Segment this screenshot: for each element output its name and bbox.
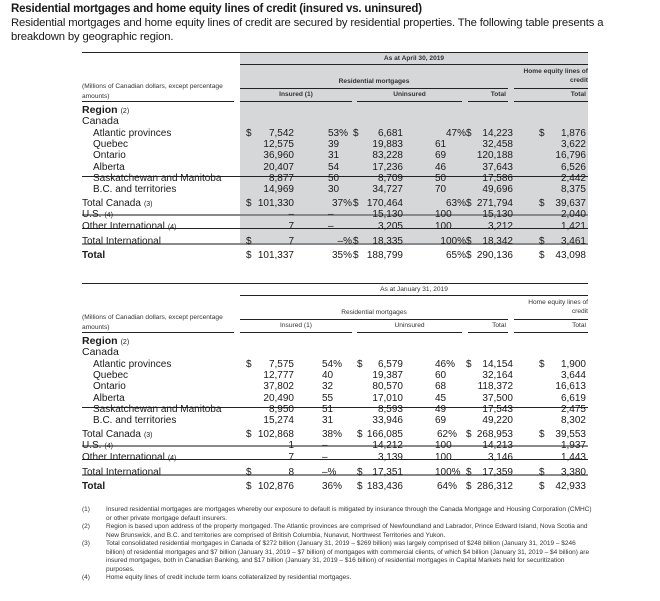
value-total: 290,136 <box>476 250 513 261</box>
col-rule-total <box>468 332 508 333</box>
row-label <box>82 452 176 463</box>
pct-uninsured: 100% <box>440 235 466 247</box>
footnote-marker: (1) <box>82 506 90 513</box>
units-header: (Millions of Canadian dollars, except percentage amounts) <box>82 314 223 331</box>
row-footnote-ref: (4) <box>167 223 177 231</box>
col-header-insured: Insured (1) <box>279 91 313 98</box>
pct-insured: – <box>328 220 334 232</box>
currency-heloc: $ <box>539 466 545 478</box>
value-insured: 8 <box>288 466 294 478</box>
col-rule-uninsured <box>357 101 462 102</box>
value-insured: 7 <box>288 451 294 463</box>
pct-insured: 51 <box>322 403 334 415</box>
col-header-uninsured: Uninsured <box>394 322 425 329</box>
row-label-text: Saskatchewan and Manitoba <box>93 403 222 415</box>
currency-heloc: $ <box>539 481 545 492</box>
period-rule <box>240 64 588 65</box>
region-footnote-ref: (2) <box>120 339 130 346</box>
pct-uninsured: 70 <box>435 184 447 195</box>
row-label <box>82 198 153 209</box>
value-heloc: 39,553 <box>555 429 586 441</box>
currency-insured: $ <box>246 429 252 441</box>
value-heloc: 16,796 <box>555 150 586 162</box>
value-uninsured: 170,464 <box>366 198 403 210</box>
group-rule-heloc <box>514 88 588 89</box>
units-rule <box>82 332 234 333</box>
row-label <box>82 481 108 492</box>
value-uninsured: 6,579 <box>377 359 403 370</box>
pct-insured: 53% <box>328 128 349 139</box>
value-uninsured: 15,130 <box>372 209 403 221</box>
pct-uninsured: 63% <box>445 198 466 210</box>
value-uninsured: 17,236 <box>372 161 403 173</box>
value-total: 17,586 <box>482 172 513 184</box>
value-uninsured: 6,681 <box>377 128 403 139</box>
value-total: 3,212 <box>487 220 513 232</box>
value-total: 37,643 <box>482 161 513 173</box>
value-heloc: 3,622 <box>560 139 586 151</box>
value-insured: 7 <box>288 220 294 232</box>
value-insured: 12,575 <box>263 139 294 151</box>
col-header-insured: Insured (1) <box>280 322 312 329</box>
currency-insured: $ <box>246 481 252 492</box>
row-footnote-ref: (4) <box>104 212 114 220</box>
value-insured: 8,877 <box>268 172 294 184</box>
group-rule-mortgages <box>240 88 508 89</box>
value-uninsured: 3,205 <box>377 220 403 232</box>
value-uninsured: 17,351 <box>372 466 403 478</box>
pct-uninsured: 46% <box>435 359 456 370</box>
row-label <box>93 128 174 139</box>
pct-insured: 40 <box>322 370 334 382</box>
value-total: 17,359 <box>482 466 513 478</box>
currency-insured: $ <box>246 359 252 370</box>
row-label-text: B.C. and territories <box>93 184 177 195</box>
period-header: As at January 31, 2019 <box>380 286 448 293</box>
value-uninsured: 8,593 <box>377 403 403 415</box>
currency-insured: $ <box>246 235 252 247</box>
row-label-text: Total <box>82 250 106 261</box>
row-label-text: Alberta <box>93 392 125 404</box>
row-label-text: U.S. <box>82 440 102 452</box>
currency-total: $ <box>466 429 472 441</box>
row-label <box>82 429 153 440</box>
col-header-uninsured: Uninsured <box>393 91 426 98</box>
value-insured: 102,868 <box>257 429 294 441</box>
col-rule-uninsured <box>357 332 462 333</box>
currency-uninsured: $ <box>353 198 359 210</box>
row-label-text: Saskatchewan and Manitoba <box>93 172 222 184</box>
row-footnote-ref: (3) <box>143 201 153 209</box>
value-insured: 36,960 <box>263 150 294 162</box>
currency-uninsured: $ <box>353 128 359 139</box>
row-label <box>93 359 174 370</box>
currency-insured: $ <box>246 466 252 478</box>
currency-heloc: $ <box>539 250 545 261</box>
row-label-text: Total International <box>82 235 161 247</box>
value-total: 17,543 <box>482 403 513 415</box>
group-rule-mortgages <box>240 319 508 320</box>
col-rule-insured <box>240 332 352 333</box>
pct-insured: – <box>322 440 328 452</box>
region-text: Region <box>82 335 118 347</box>
col-rule-heloc <box>514 332 588 333</box>
col-header-total: Total <box>492 322 506 329</box>
value-heloc: 8,302 <box>560 415 586 426</box>
value-uninsured: 19,883 <box>372 139 403 151</box>
col-header-heloc-total: Total <box>572 322 586 329</box>
table-january-2019 <box>82 283 588 503</box>
value-total: 3,146 <box>487 451 513 463</box>
pct-uninsured: 68 <box>435 381 447 393</box>
pct-uninsured: 49 <box>435 403 447 415</box>
value-insured: 15,274 <box>263 415 294 426</box>
currency-uninsured: $ <box>357 359 363 370</box>
pct-uninsured: 65% <box>445 250 466 261</box>
region-footnote-ref: (2) <box>120 108 130 115</box>
row-label <box>93 150 129 161</box>
value-insured: 101,337 <box>257 250 294 261</box>
value-heloc: 42,933 <box>555 481 586 492</box>
period-rule <box>240 295 588 296</box>
value-heloc: 1,443 <box>560 451 586 463</box>
currency-heloc: $ <box>539 429 545 441</box>
value-heloc: 1,937 <box>560 440 586 452</box>
value-heloc: 43,098 <box>555 250 586 261</box>
row-label <box>93 173 224 184</box>
value-insured: 1 <box>288 440 294 452</box>
row-label <box>82 236 164 247</box>
value-heloc: 8,375 <box>560 184 586 195</box>
pct-insured: – <box>322 451 328 463</box>
pct-uninsured: 100 <box>435 220 452 232</box>
value-total: 14,213 <box>482 440 513 452</box>
region-text: Region <box>82 104 118 116</box>
period-header: As at April 30, 2019 <box>383 55 445 62</box>
row-label-text: Alberta <box>93 161 125 173</box>
value-total: 18,342 <box>482 235 513 247</box>
value-insured: 37,802 <box>263 381 294 393</box>
value-total: 268,953 <box>476 429 513 441</box>
value-insured: 20,407 <box>263 161 294 173</box>
row-label <box>82 221 176 232</box>
currency-insured: $ <box>246 250 252 261</box>
pct-insured: –% <box>322 466 337 478</box>
pct-uninsured: 64% <box>436 481 457 492</box>
row-label <box>93 415 179 426</box>
value-heloc: 6,526 <box>560 161 586 173</box>
value-total: 286,312 <box>476 481 513 492</box>
value-heloc: 16,613 <box>555 381 586 393</box>
units-header: (Millions of Canadian dollars, except percentage amounts) <box>82 83 223 100</box>
currency-total: $ <box>466 481 472 492</box>
value-uninsured: 8,709 <box>377 172 403 184</box>
pct-insured: 35% <box>331 250 352 261</box>
value-uninsured: 188,799 <box>366 250 403 261</box>
value-uninsured: 19,387 <box>372 370 403 382</box>
pct-uninsured: 60 <box>435 370 447 382</box>
value-insured: 14,969 <box>263 184 294 195</box>
value-heloc: 3,644 <box>560 370 586 382</box>
row-label <box>82 209 113 220</box>
currency-total: $ <box>466 198 472 210</box>
group-header-heloc: Home equity lines of credit <box>523 68 588 84</box>
value-uninsured: 17,010 <box>372 392 403 404</box>
pct-uninsured: 100 <box>435 451 452 463</box>
pct-insured: 55 <box>322 392 334 404</box>
currency-insured: $ <box>246 198 252 210</box>
top-rule <box>82 52 588 53</box>
footnotes <box>82 506 592 598</box>
value-insured: – <box>288 209 294 221</box>
value-heloc: 2,475 <box>560 403 586 415</box>
value-heloc: 1,421 <box>560 220 586 232</box>
value-total: 49,220 <box>482 415 513 426</box>
row-label <box>93 381 129 392</box>
value-total: 49,696 <box>482 184 513 195</box>
footnote-text: Insured residential mortgages are mortgages whereby our exposure to default is mitigated by insurance through the Canada Mortgage and Housing Corporation (CMHC) or other private mortgage default insurers. <box>106 506 592 522</box>
value-heloc: 1,876 <box>560 128 586 139</box>
row-footnote-ref: (3) <box>143 432 153 440</box>
value-total: 118,372 <box>477 381 513 393</box>
footnote-text: Total consolidated residential mortgages in Canada of $272 billion (January 31, 2019 – $269 billion) was largely comprised of $248 billion (January 31, 2019 – $246 billion) of residential mortgages and $7 billion (January 31, 2019 – $7 billion) of mortgages with commercial clients, of which $4 billion (January 31, 2019 – $4 billion) are insured mortgages, both in Canadian Banking, and $17 billion (January 31, 2019 – $16 billion) of residential mortgages in Capital Markets held for securitization purposes. <box>106 540 590 573</box>
value-uninsured: 33,946 <box>372 415 403 426</box>
pct-uninsured: 100 <box>435 209 452 221</box>
currency-total: $ <box>466 235 472 247</box>
value-heloc: 39,637 <box>555 198 586 210</box>
currency-total: $ <box>466 250 472 261</box>
value-uninsured: 3,139 <box>377 451 403 463</box>
row-label-text: Ontario <box>93 150 126 162</box>
value-insured: 101,330 <box>257 198 294 210</box>
col-header-heloc-total: Total <box>570 91 586 98</box>
currency-heloc: $ <box>539 198 545 210</box>
row-label <box>82 250 108 261</box>
row-label-text: U.S. <box>82 209 102 221</box>
value-total: 14,154 <box>482 359 513 370</box>
row-label-text: Total Canada <box>82 198 141 210</box>
row-label-text: Quebec <box>93 370 129 382</box>
row-label-text: Ontario <box>93 381 126 393</box>
value-insured: 12,777 <box>263 370 294 382</box>
value-heloc: 3,461 <box>560 235 586 247</box>
footnote-text: Home equity lines of credit include term loans collateralized by residential mortgages. <box>106 574 352 581</box>
section-title: Residential mortgages and home equity lines of credit (insured vs. uninsured) <box>11 3 422 15</box>
row-label-text: Quebec <box>93 139 129 151</box>
row-label <box>82 467 164 478</box>
col-rule-heloc <box>514 101 588 102</box>
pct-insured: –% <box>337 235 352 247</box>
value-uninsured: 18,335 <box>372 235 403 247</box>
group-header-mortgages: Residential mortgages <box>341 309 407 316</box>
pct-insured: 38% <box>322 429 343 441</box>
row-label <box>93 162 128 173</box>
value-insured: 102,876 <box>257 481 294 492</box>
row-label-text: Other International <box>82 220 165 232</box>
top-rule <box>82 283 588 284</box>
pct-insured: 31 <box>322 415 334 426</box>
pct-insured: 31 <box>328 150 340 162</box>
footnote-marker: (2) <box>82 523 90 530</box>
group-header-heloc: Home equity lines of credit <box>528 299 588 315</box>
pct-insured: 37% <box>331 198 352 210</box>
value-total: 14,223 <box>482 128 513 139</box>
pct-uninsured: 46 <box>435 161 447 173</box>
pct-uninsured: 50 <box>435 172 447 184</box>
row-label <box>93 370 131 381</box>
currency-uninsured: $ <box>357 466 363 478</box>
currency-total: $ <box>466 466 472 478</box>
value-total: 120,188 <box>476 150 513 162</box>
row-label-text: Total <box>82 481 106 492</box>
pct-uninsured: 69 <box>435 415 447 426</box>
pct-uninsured: 47% <box>445 128 466 139</box>
pct-insured: 32 <box>322 381 334 393</box>
pct-uninsured: 62% <box>436 429 457 441</box>
pct-uninsured: 100% <box>435 466 461 478</box>
currency-uninsured: $ <box>357 481 363 492</box>
group-header-mortgages: Residential mortgages <box>338 78 410 85</box>
row-label-text: Total Canada <box>82 429 141 441</box>
value-heloc: 2,442 <box>560 172 586 184</box>
currency-total: $ <box>466 359 472 370</box>
row-label <box>93 184 179 195</box>
value-heloc: 2,040 <box>560 209 586 221</box>
row-footnote-ref: (4) <box>167 454 177 462</box>
value-insured: 7,575 <box>268 359 294 370</box>
pct-insured: 54% <box>322 359 343 370</box>
value-uninsured: 183,436 <box>366 481 403 492</box>
currency-heloc: $ <box>539 359 545 370</box>
value-uninsured: 80,570 <box>372 381 403 393</box>
value-uninsured: 34,727 <box>372 184 403 195</box>
value-heloc: 1,900 <box>560 359 586 370</box>
value-total: 15,130 <box>482 209 513 221</box>
pct-uninsured: 61 <box>435 139 447 151</box>
row-footnote-ref: (4) <box>104 443 114 451</box>
pct-insured: 54 <box>328 161 340 173</box>
currency-uninsured: $ <box>353 235 359 247</box>
footnote-marker: (4) <box>82 574 90 581</box>
currency-heloc: $ <box>539 235 545 247</box>
value-uninsured: 14,212 <box>372 440 403 452</box>
pct-insured: – <box>328 209 334 221</box>
group-rule-heloc <box>514 319 588 320</box>
row-label-text: Other International <box>82 451 165 463</box>
value-uninsured: 83,228 <box>372 150 403 162</box>
value-heloc: 3,380 <box>560 466 586 478</box>
footnote-marker: (3) <box>82 540 90 547</box>
units-rule <box>82 101 234 102</box>
footnote-text: Region is based upon address of the property mortgaged. The Atlantic provinces are comprised of Newfoundland and Labrador, Prince Edward Island, Nova Scotia and New Brunswick, and B.C. and territories are comprised of British Columbia, Nunavut, Northwest Territories and Yukon. <box>106 523 588 539</box>
value-total: 32,458 <box>482 139 513 151</box>
currency-heloc: $ <box>539 128 545 139</box>
value-insured: 7 <box>288 235 294 247</box>
pct-insured: 39 <box>328 139 340 151</box>
currency-uninsured: $ <box>353 250 359 261</box>
col-rule-insured <box>240 101 352 102</box>
currency-uninsured: $ <box>357 429 363 441</box>
pct-insured: 36% <box>322 481 343 492</box>
row-label <box>93 393 128 404</box>
currency-total: $ <box>466 128 472 139</box>
table-april-2019 <box>82 52 588 272</box>
col-header-total: Total <box>490 91 506 98</box>
row-label-text: B.C. and territories <box>93 415 177 426</box>
pct-insured: 50 <box>328 172 340 184</box>
value-insured: 20,490 <box>263 392 294 404</box>
canada-label: Canada <box>82 115 119 127</box>
row-label-text: Atlantic provinces <box>93 128 172 139</box>
row-label-text: Atlantic provinces <box>93 359 172 370</box>
row-label-text: Total International <box>82 466 161 478</box>
value-total: 271,794 <box>476 198 513 210</box>
value-total: 37,500 <box>482 392 513 404</box>
pct-uninsured: 69 <box>435 150 447 162</box>
pct-uninsured: 45 <box>435 392 447 404</box>
col-rule-total <box>468 101 508 102</box>
value-total: 32,164 <box>482 370 513 382</box>
value-uninsured: 166,085 <box>366 429 403 441</box>
pct-uninsured: 100 <box>435 440 452 452</box>
intro-paragraph: Residential mortgages and home equity lines of credit are secured by residential properties. The following table presents a breakdown by geographic region. <box>11 17 604 43</box>
value-insured: 8,950 <box>268 403 294 415</box>
value-insured: 7,542 <box>268 128 294 139</box>
currency-insured: $ <box>246 128 252 139</box>
pct-insured: 30 <box>328 184 340 195</box>
value-heloc: 6,619 <box>560 392 586 404</box>
row-label <box>82 440 113 451</box>
row-label <box>93 404 224 415</box>
row-label <box>93 139 131 150</box>
canada-label: Canada <box>82 346 119 358</box>
